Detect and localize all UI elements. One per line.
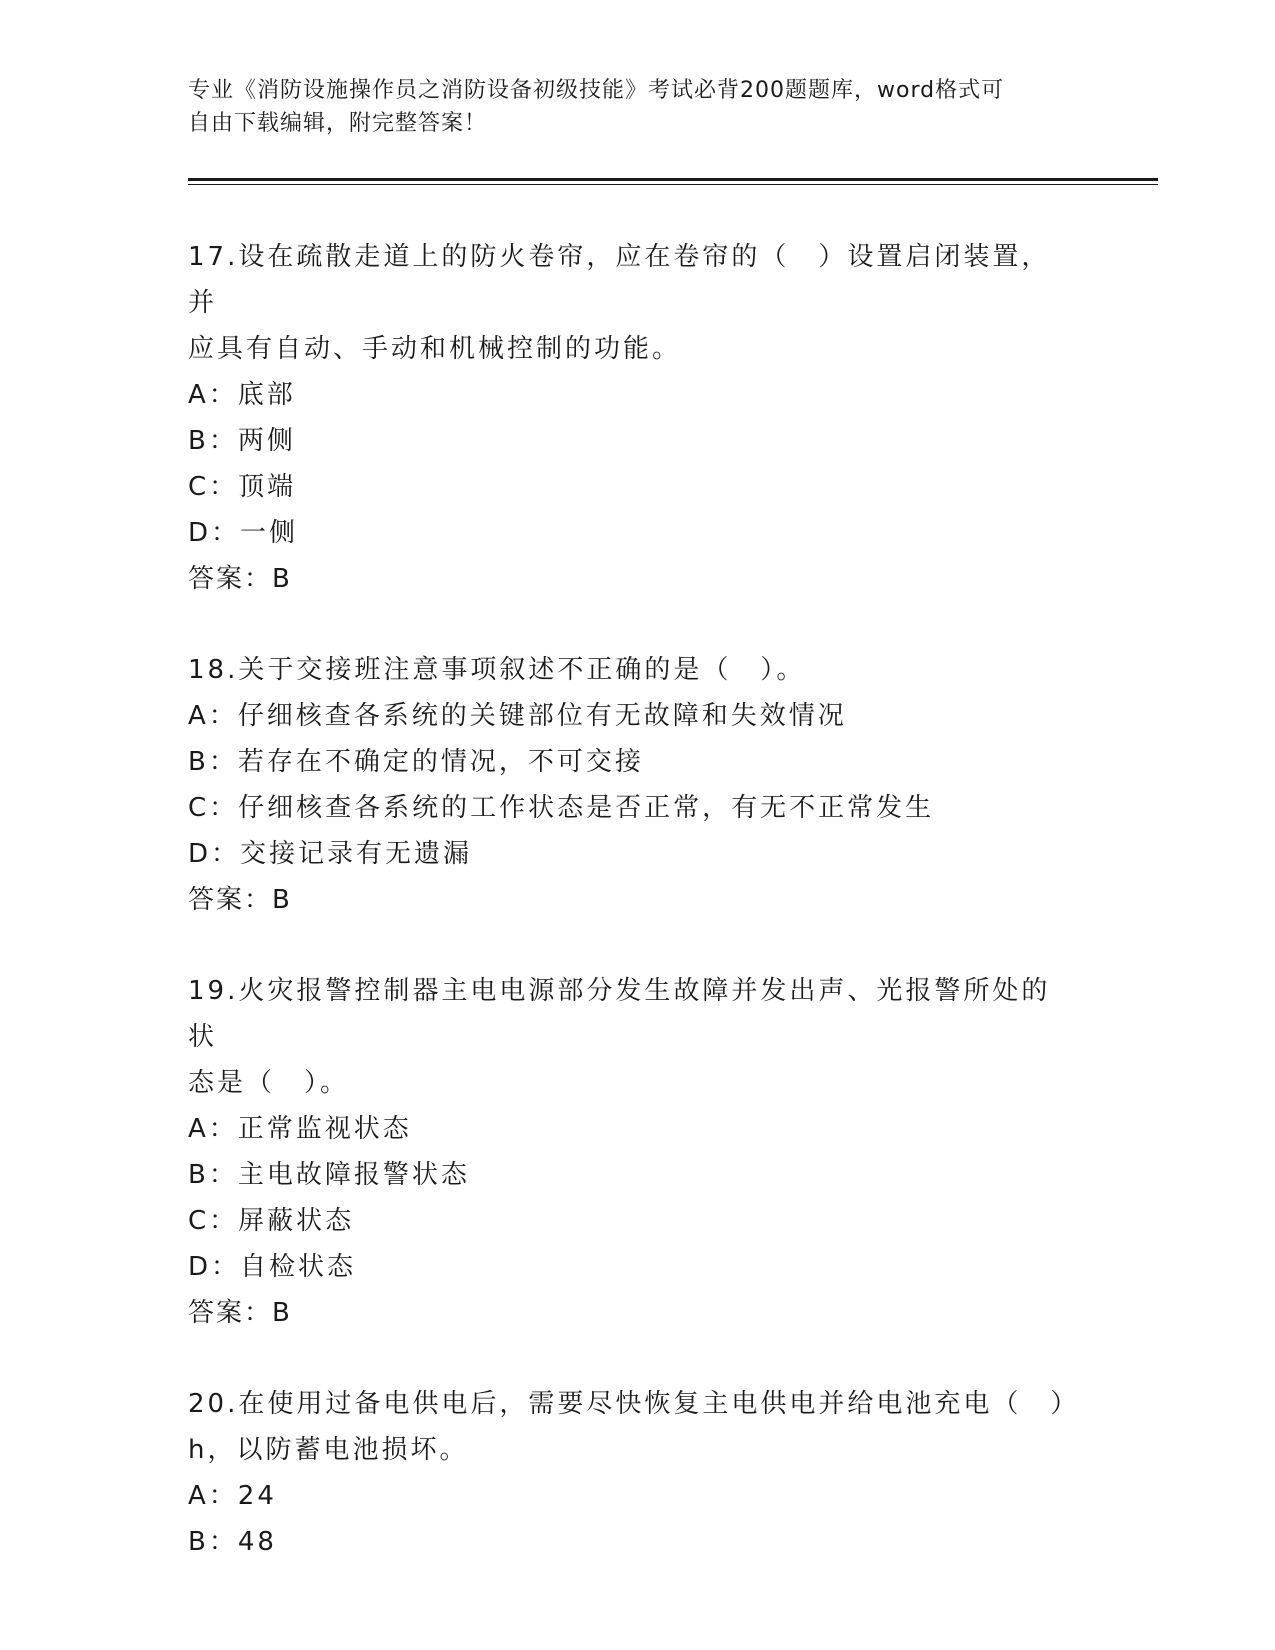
option-a: A：正常监视状态 — [188, 1114, 412, 1144]
spacer — [188, 602, 1068, 647]
spacer — [188, 923, 1068, 968]
option-a: A：底部 — [188, 380, 296, 410]
question-stem-line: 18.关于交接班注意事项叙述不正确的是（ ）。 — [188, 655, 806, 685]
option-d: D：交接记录有无遗漏 — [188, 839, 473, 869]
question-stem-line: 应具有自动、手动和机械控制的功能。 — [188, 334, 682, 364]
option-b: B：两侧 — [188, 426, 296, 456]
question-stem-line: 20.在使用过备电供电后，需要尽快恢复主电供电并给电池充电（ ） — [188, 1389, 1080, 1419]
answer: 答案：B — [188, 564, 292, 594]
document-header — [188, 74, 1068, 140]
option-b: B：主电故障报警状态 — [188, 1160, 470, 1190]
question-stem-line: 19.火灾报警控制器主电电源部分发生故障并发出声、光报警所处的状 — [188, 976, 1051, 1052]
header-rule-thick — [188, 178, 1158, 181]
option-a: A：24 — [188, 1481, 277, 1511]
header-rule-thin — [188, 184, 1158, 185]
question-stem-line: h，以防蓄电池损坏。 — [188, 1435, 469, 1465]
spacer — [188, 1336, 1068, 1381]
option-b: B：若存在不确定的情况，不可交接 — [188, 747, 644, 777]
answer: 答案：B — [188, 885, 292, 915]
question-19 — [188, 968, 1068, 1336]
option-c: C：顶端 — [188, 472, 297, 502]
question-20 — [188, 1381, 1080, 1565]
answer: 答案：B — [188, 1298, 292, 1328]
option-c: C：屏蔽状态 — [188, 1206, 355, 1236]
option-a: A：仔细核查各系统的关键部位有无故障和失效情况 — [188, 701, 847, 731]
question-stem-line: 态是（ ）。 — [188, 1068, 350, 1098]
question-18 — [188, 647, 1068, 923]
header-line-2: 自由下载编辑，附完整答案！ — [188, 111, 488, 136]
option-c: C：仔细核查各系统的工作状态是否正常，有无不正常发生 — [188, 793, 935, 823]
question-17 — [188, 234, 1068, 602]
option-b: B：48 — [188, 1527, 277, 1557]
option-d: D：一侧 — [188, 518, 299, 548]
question-list — [188, 234, 1080, 1565]
header-line-1: 专业《消防设施操作员之消防设备初级技能》考试必背200题题库，word格式可 — [188, 78, 1005, 103]
question-stem-line: 17.设在疏散走道上的防火卷帘，应在卷帘的（ ）设置启闭装置，并 — [188, 242, 1051, 318]
option-d: D：自检状态 — [188, 1252, 357, 1282]
